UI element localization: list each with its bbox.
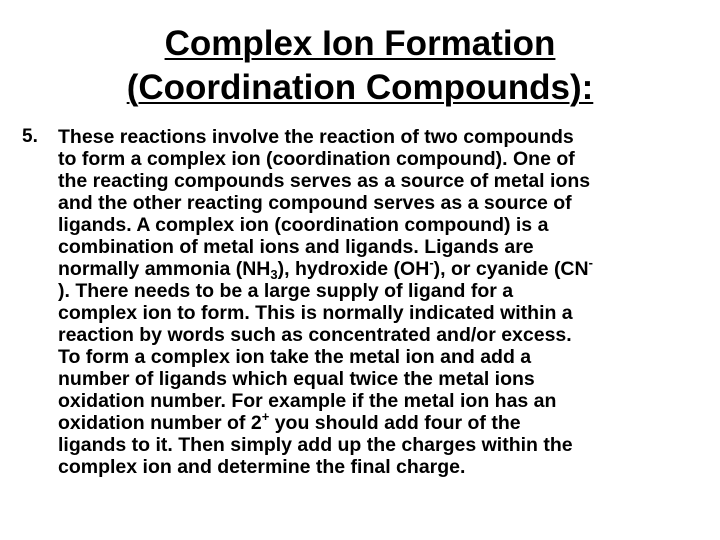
title-line-1: Complex Ion Formation (164, 24, 556, 63)
body-line: reaction by words such as concentrated and/or excess. (58, 324, 572, 346)
body-line: combination of metal ions and ligands. Ligands are (58, 236, 534, 258)
body-line: To form a complex ion take the metal ion and add a (58, 346, 532, 368)
body-line: and the other reacting compound serves as a source of (58, 192, 572, 214)
title-line-2: (Coordination Compounds): (126, 68, 594, 107)
body-line: complex ion to form. This is normally indicated within a (58, 302, 573, 324)
body-line: complex ion and determine the final charge. (58, 456, 466, 478)
subscript: 3 (270, 267, 278, 282)
body-text-segment: you should add four of the (269, 412, 521, 434)
body-text-segment: ), or cyanide (CN (433, 258, 589, 280)
body-line: ligands to it. Then simply add up the charges within the (58, 434, 573, 456)
superscript: + (261, 409, 270, 424)
superscript: - (588, 255, 593, 270)
slide-title (60, 22, 660, 110)
body-line (58, 255, 718, 282)
body-line (58, 409, 718, 434)
body-line: ). There needs to be a large supply of ligand for a (58, 280, 514, 302)
body-line: oxidation number. For example if the metal ion has an (58, 390, 557, 412)
body-text-segment: normally ammonia (NH (58, 258, 271, 280)
body-line: ligands. A complex ion (coordination compound) is a (58, 214, 549, 236)
body-text-segment: ), hydroxide (OH (277, 258, 430, 280)
superscript: - (429, 255, 434, 270)
body-line: to form a complex ion (coordination compound). One of (58, 148, 575, 170)
body-paragraph (58, 126, 718, 478)
body-text-segment: oxidation number of 2 (58, 412, 262, 434)
body-line: number of ligands which equal twice the metal ions (58, 368, 535, 390)
body-line: the reacting compounds serves as a source of metal ions (58, 170, 591, 192)
item-number: 5. (22, 126, 38, 147)
body-line: These reactions involve the reaction of two compounds (58, 126, 574, 148)
